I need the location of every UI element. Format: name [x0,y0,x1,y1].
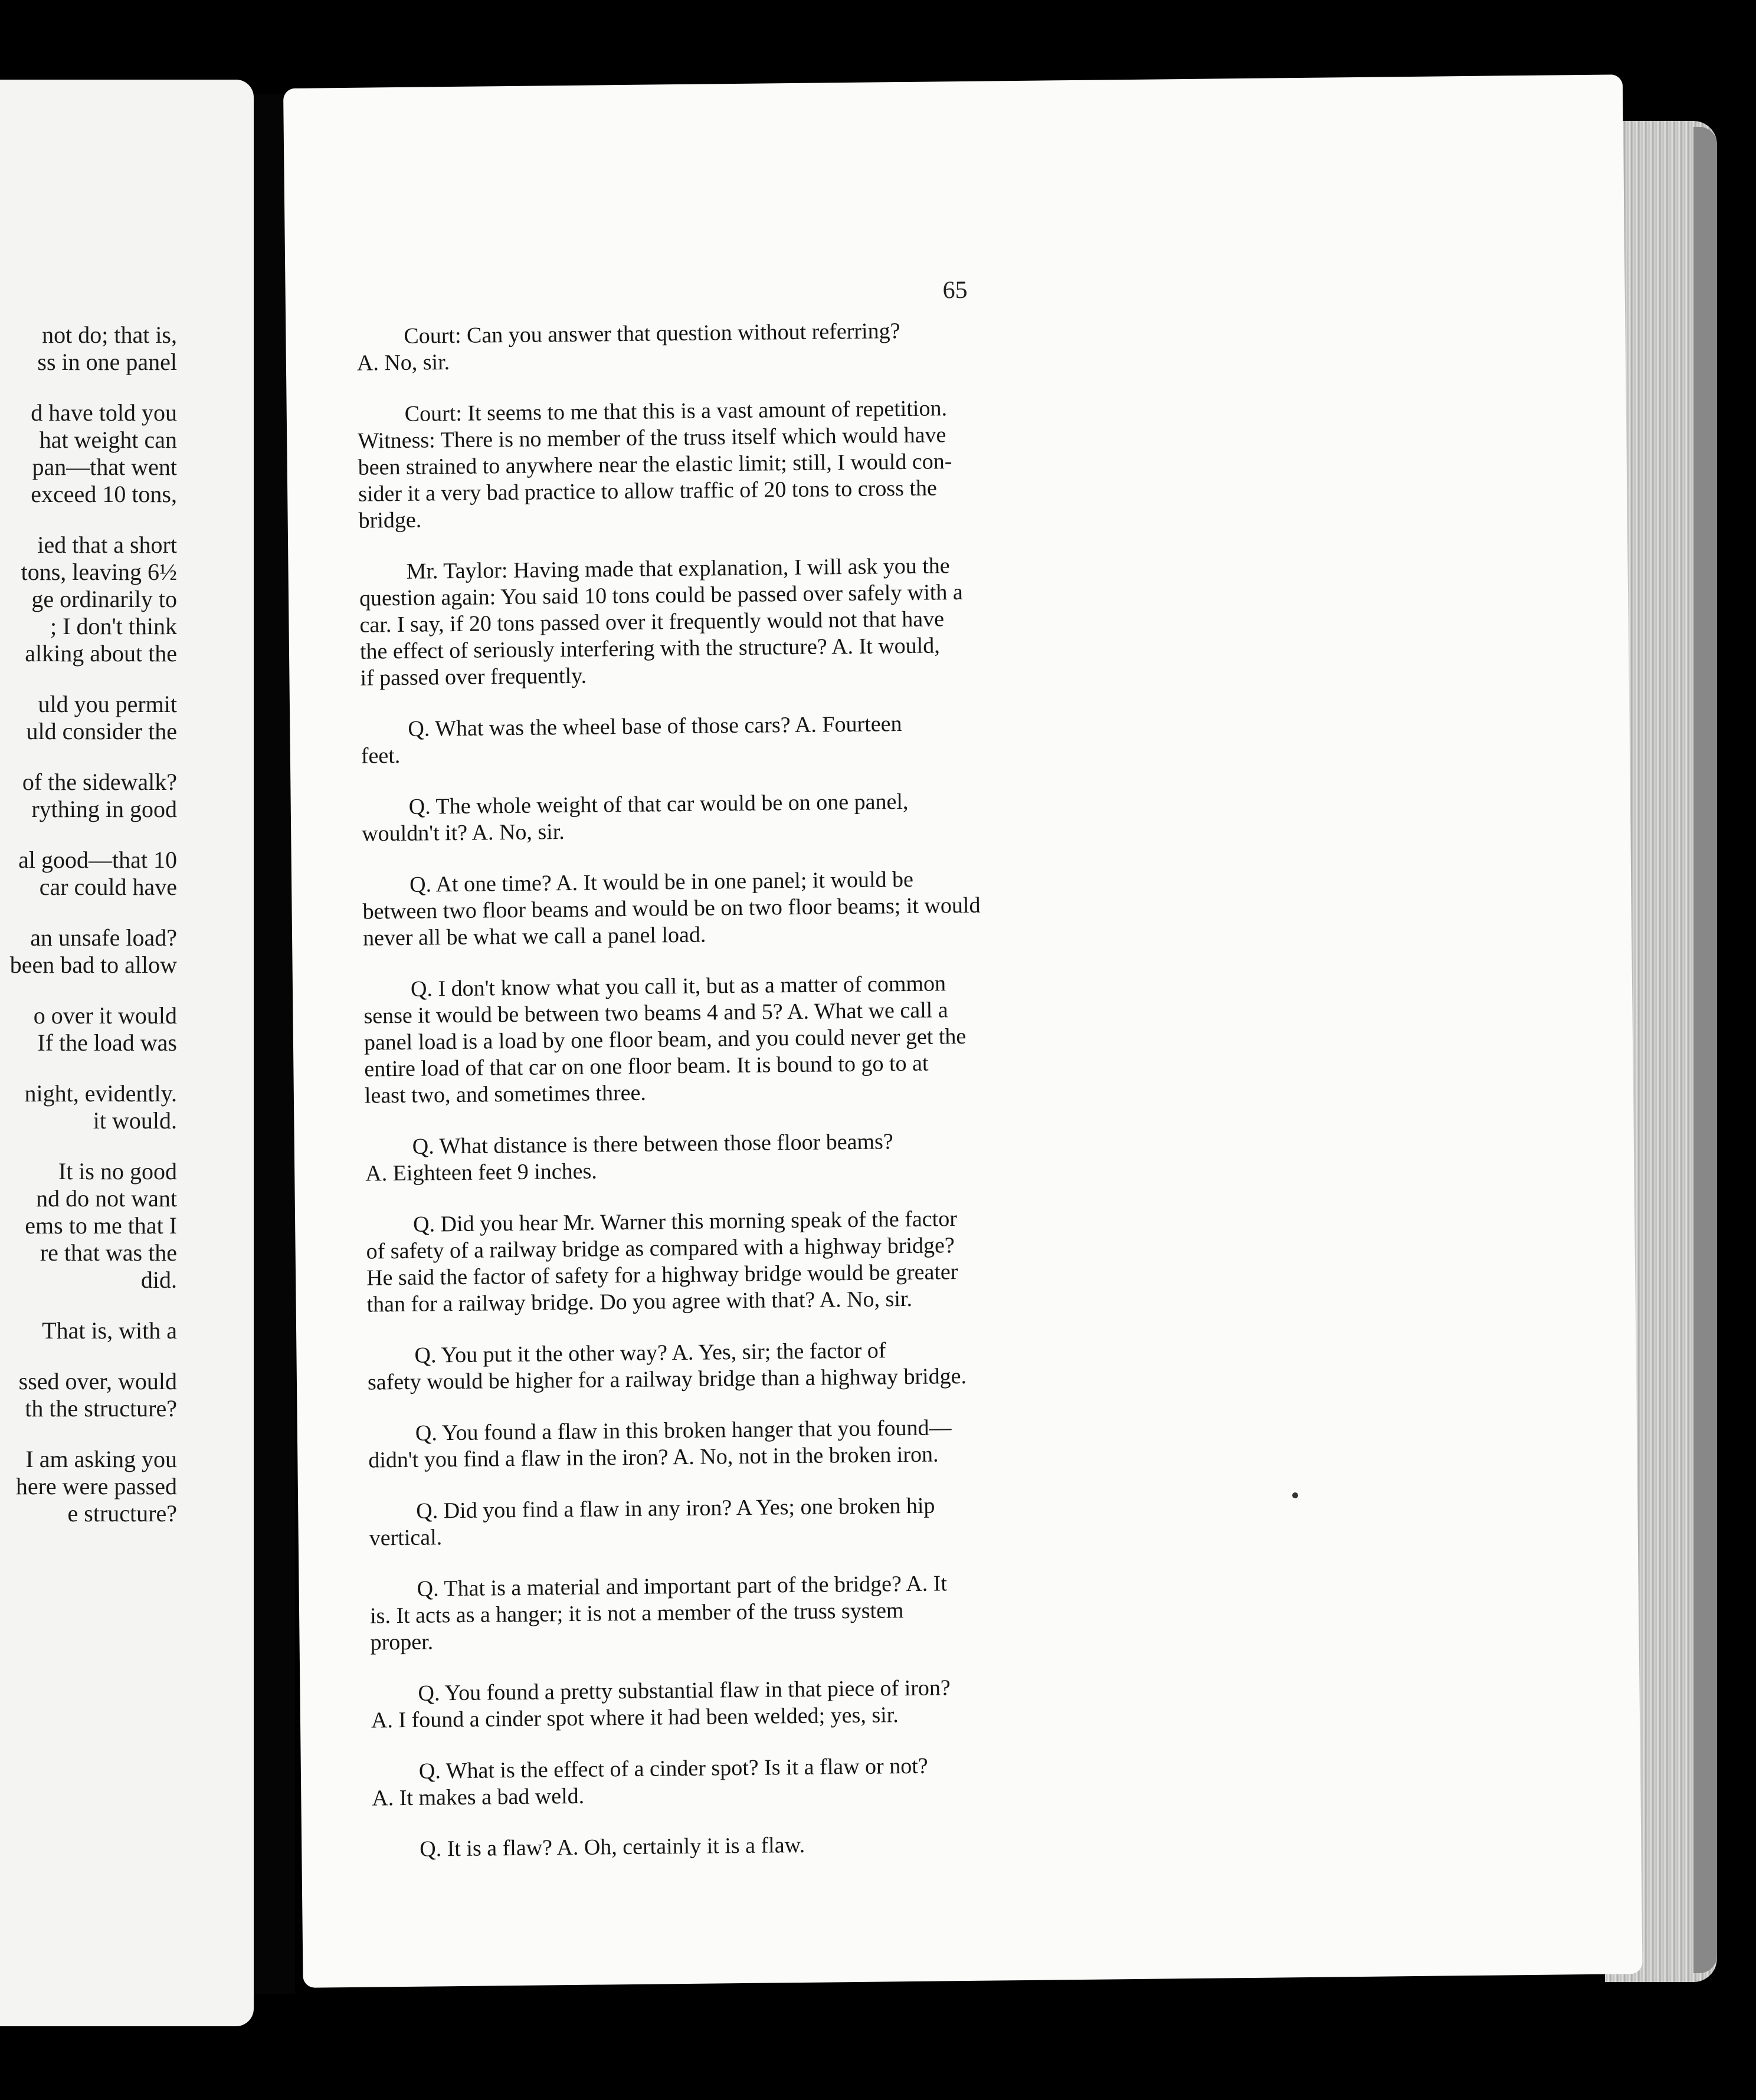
left-page-fragment: re that was the [40,1239,177,1266]
text-line: Q. You found a pretty substantial flaw in that piece of iron? [418,1675,951,1706]
left-page-fragment: alking about the [25,640,177,667]
text-line: A. No, sir. [356,350,450,376]
text-line: Q. At one time? A. It would be in one panel; it would be [409,867,914,897]
left-page-fragment: not do; that is, [42,321,177,348]
left-page-fragment: ss in one panel [37,349,177,375]
left-page-fragment: uld consider the [26,718,177,744]
left-page-fragment: it would. [93,1107,177,1134]
left-page-fragment: car could have [39,874,177,900]
text-line: if passed over frequently. [360,663,587,691]
text-line: Witness: There is no member of the truss itself which would have [358,422,946,454]
left-page-fragment: If the load was [37,1029,177,1056]
left-page-fragment: tons, leaving 6½ [21,559,177,585]
paragraph [371,1672,1180,1734]
paragraph [367,1334,1176,1396]
paragraph [358,393,1167,534]
text-line: feet. [361,743,401,769]
paragraph [361,708,1169,769]
ink-speck [1292,1492,1298,1498]
text-line: bridge. [358,507,422,533]
paragraph [365,1126,1174,1187]
left-page-fragment: That is, with a [42,1317,177,1344]
text-line: proper. [370,1629,434,1655]
paragraph [362,786,1171,847]
text-line: Q. What was the wheel base of those cars? A. Fourteen [408,711,902,741]
left-page-fragment: ; I don't think [50,613,177,639]
text-line: wouldn't it? A. No, sir. [362,819,565,846]
paragraph [369,1490,1178,1551]
paragraph [369,1568,1178,1656]
text-line: Q. That is a material and important part of the bridge? A. It [417,1571,948,1602]
text-line: between two floor beams and would be on two floor beams; it would [362,892,981,924]
text-line: than for a railway bridge. Do you agree with that? A. No, sir. [366,1286,913,1317]
text-line: A. Eighteen feet 9 inches. [365,1159,598,1186]
text-line: Mr. Taylor: Having made that explanation, I will ask you the [406,553,950,584]
text-line: He said the factor of safety for a highway bridge would be greater [366,1259,958,1291]
left-page-fragment: o over it would [33,1002,177,1029]
left-page-fragment: night, evidently. [24,1080,177,1107]
text-line: Q. It is a flaw? A. Oh, certainly it is a flaw. [420,1832,805,1862]
left-page-fragment: hat weight can [39,426,177,453]
paragraph [372,1750,1181,1812]
text-line: Q. Did you hear Mr. Warner this morning speak of the factor [412,1206,958,1237]
paragraph [362,864,1171,951]
left-page-fragment: did. [140,1266,177,1293]
text-line: the effect of seriously interfering with the structure? A. It would, [359,633,940,664]
text-line: is. It acts as a hanger; it is not a member of the truss system [369,1598,904,1629]
left-page-fragment: al good—that 10 [18,846,177,873]
text-line: Court: Can you answer that question without referring? [404,319,900,349]
left-page-fragment: ge ordinarily to [31,586,177,612]
text-line: Q. Did you find a flaw in any iron? A Yes; one broken hip [416,1493,935,1524]
text-line: Q. What distance is there between those floor beams? [412,1129,893,1159]
paragraph [368,1412,1177,1474]
left-page-fragment: rything in good [31,796,177,822]
text-line: panel load is a load by one floor beam, and you could never get the [363,1023,967,1055]
text-line: sider it a very bad practice to allow traffic of 20 tons to cross the [358,475,938,507]
left-page-fragment: pan—that went [32,454,177,480]
text-line: Q. You found a flaw in this broken hanger that you found— [415,1415,952,1446]
paragraph [372,1828,1181,1863]
left-page-fragment: here were passed [15,1473,177,1499]
paragraph [359,550,1168,691]
left-page-fragment: been bad to allow [9,951,177,978]
left-page-fragment: th the structure? [25,1395,177,1422]
left-page-fragment: e structure? [67,1500,177,1527]
left-page-fragment: d have told you [31,399,177,426]
text-line: sense it would be between two beams 4 and 5? A. What we call a [363,998,948,1029]
text-line: entire load of that car on one floor beam. It is bound to go to at [364,1051,929,1082]
text-line: least two, and sometimes three. [364,1080,647,1108]
left-page-fragment: exceed 10 tons, [31,481,177,507]
left-page-fragment: nd do not want [36,1185,177,1212]
left-page-fragment: uld you permit [38,691,177,717]
left-page-fragment: ied that a short [37,531,177,558]
text-line: Q. You put it the other way? A. Yes, sir; the factor of [414,1338,886,1368]
left-page-fragment: I am asking you [25,1446,177,1472]
text-line: Q. I don't know what you call it, but as a matter of common [410,971,946,1002]
text-line: Q. What is the effect of a cinder spot? Is it a flaw or not? [418,1753,928,1784]
page-number: 65 [942,276,968,304]
text-line: question again: You said 10 tons could be passed over safely with a [359,579,963,611]
page-body [356,315,1181,1888]
text-line: of safety of a railway bridge as compared with a highway bridge? [366,1233,955,1264]
text-line: car. I say, if 20 tons passed over it frequently would not that have [359,606,945,638]
paragraph [363,968,1173,1109]
text-line: A. I found a cinder spot where it had been welded; yes, sir. [371,1702,899,1733]
text-line: safety would be higher for a railway bridge than a highway bridge. [367,1363,967,1395]
page-block-shadow [1693,127,1717,1973]
text-line: vertical. [369,1525,443,1551]
text-line: never all be what we call a panel load. [362,922,706,951]
text-line: Court: It seems to me that this is a vast amount of repetition. [404,396,948,426]
text-line: Q. The whole weight of that car would be on one panel, [408,789,909,819]
left-page-fragment: an unsafe load? [30,924,177,951]
main-page [283,74,1643,1988]
left-page-fragment: It is no good [58,1158,177,1184]
left-facing-page [0,80,254,2026]
paragraph [366,1203,1175,1318]
left-page-fragment: of the sidewalk? [22,769,177,795]
text-line: been strained to anywhere near the elastic limit; still, I would con- [358,449,952,480]
paragraph [356,315,1165,376]
text-line: didn't you find a flaw in the iron? A. No, not in the broken iron. [368,1442,939,1473]
text-line: A. It makes a bad weld. [372,1783,585,1811]
left-page-fragment: ssed over, would [18,1368,177,1394]
left-page-fragment: ems to me that I [25,1212,177,1239]
